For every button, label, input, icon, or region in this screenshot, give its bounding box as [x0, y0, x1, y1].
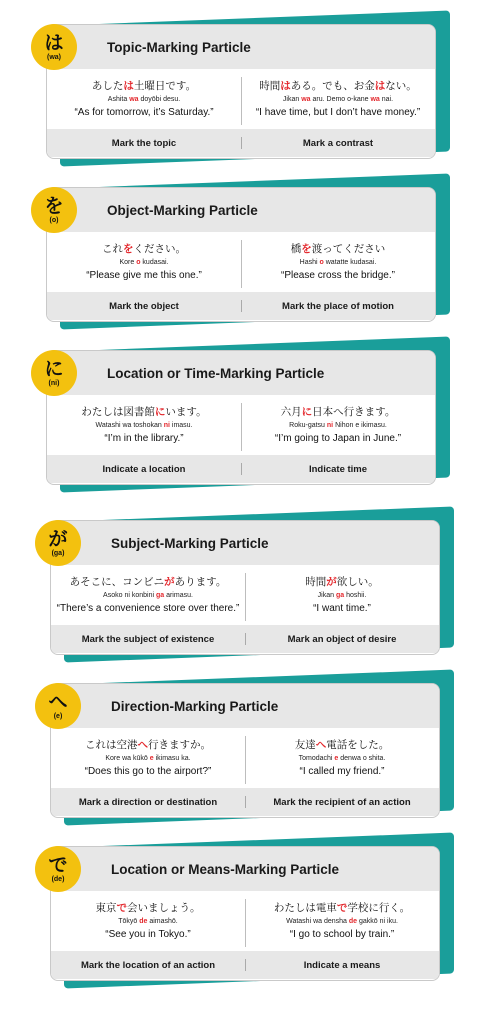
- particle-character: で: [48, 853, 68, 876]
- example-english: “I go to school by train.”: [289, 928, 395, 940]
- usage-right: Indicate a means: [303, 959, 381, 971]
- card-title: Subject-Marking Particle: [51, 521, 439, 565]
- card-examples: [47, 69, 435, 129]
- example-right: [241, 395, 435, 455]
- particle-character: は: [44, 31, 64, 54]
- card-title: Location or Time-Marking Particle: [47, 351, 435, 395]
- particle-badge: [35, 520, 81, 566]
- particle-romaji: (e): [53, 712, 63, 720]
- usage-right: Mark the recipient of an action: [273, 796, 411, 808]
- card-panel: [46, 350, 436, 485]
- example-left: [51, 891, 245, 951]
- example-romaji: Asoko ni konbini ga arimasu.: [103, 591, 193, 599]
- example-left: [51, 565, 245, 625]
- example-japanese: わたしは電車で学校に行く。: [273, 901, 411, 914]
- example-romaji: Roku-gatsu ni Nihon e ikimasu.: [289, 421, 387, 429]
- particle-badge: [31, 350, 77, 396]
- example-english: “See you in Tokyo.”: [105, 928, 191, 940]
- example-right: [241, 69, 435, 129]
- example-english: “I have time, but I don’t have money.”: [255, 106, 421, 118]
- card-panel: [50, 846, 440, 981]
- usage-divider: [245, 959, 246, 971]
- usage-left: Mark the location of an action: [80, 959, 216, 971]
- example-left: [47, 232, 241, 292]
- example-left: [47, 395, 241, 455]
- example-english: “I called my friend.”: [299, 765, 385, 777]
- card-title: Direction-Marking Particle: [51, 684, 439, 728]
- particle-card-1: [0, 24, 482, 173]
- usage-divider: [241, 137, 242, 149]
- particle-romaji: (ga): [51, 549, 65, 557]
- example-japanese: 東京で会いましょう。: [95, 901, 201, 914]
- card-panel: [50, 683, 440, 818]
- example-romaji: Kore o kudasai.: [119, 258, 169, 266]
- particle-card-2: [0, 187, 482, 336]
- particle-card-6: [0, 846, 482, 995]
- card-title: Object-Marking Particle: [47, 188, 435, 232]
- card-examples: [51, 728, 439, 788]
- particle-romaji: (o): [49, 216, 59, 224]
- particle-card-4: [0, 520, 482, 669]
- example-romaji: Tōkyō de aimashō.: [118, 917, 178, 925]
- particle-romaji: (ni): [48, 379, 60, 387]
- card-usage: [47, 129, 435, 157]
- usage-divider: [241, 463, 242, 475]
- particle-badge: [31, 24, 77, 70]
- example-japanese: あそこに、コンビニがあります。: [69, 575, 227, 588]
- example-japanese: これをください。: [102, 242, 186, 255]
- example-romaji: Jikan ga hoshii.: [317, 591, 367, 599]
- example-english: “Please give me this one.”: [86, 269, 202, 281]
- usage-right: Mark an object of desire: [287, 633, 397, 645]
- particle-character: に: [44, 357, 64, 380]
- card-title: Location or Means-Marking Particle: [51, 847, 439, 891]
- card-usage: [51, 951, 439, 979]
- card-panel: [50, 520, 440, 655]
- example-english: “I’m in the library.”: [104, 432, 184, 444]
- usage-right: Mark the place of motion: [282, 300, 394, 312]
- card-examples: [47, 395, 435, 455]
- example-english: “Does this go to the airport?”: [84, 765, 212, 777]
- example-romaji: Watashi wa densha de gakkō ni iku.: [286, 917, 398, 925]
- card-title: Topic-Marking Particle: [47, 25, 435, 69]
- example-japanese: 時間が欲しい。: [305, 575, 379, 588]
- usage-left: Mark a direction or destination: [78, 796, 218, 808]
- example-romaji: Kore wa kūkō e ikimasu ka.: [105, 754, 191, 762]
- example-divider: [241, 240, 242, 288]
- example-japanese: 時間はある。でも、お金はない。: [259, 79, 417, 92]
- example-japanese: わたしは図書館にいます。: [81, 405, 207, 418]
- example-divider: [245, 899, 246, 947]
- usage-divider: [241, 300, 242, 312]
- example-divider: [245, 573, 246, 621]
- particle-romaji: (wa): [47, 53, 61, 61]
- example-left: [47, 69, 241, 129]
- particle-badge: [31, 187, 77, 233]
- usage-left: Indicate a location: [102, 463, 186, 475]
- card-panel: [46, 187, 436, 322]
- usage-right: Mark a contrast: [302, 137, 374, 149]
- particle-romaji: (de): [51, 875, 65, 883]
- usage-divider: [245, 796, 246, 808]
- usage-left: Mark the topic: [111, 137, 177, 149]
- particle-character: が: [48, 527, 68, 550]
- example-japanese: これは空港へ行きますか。: [85, 738, 211, 751]
- card-usage: [47, 292, 435, 320]
- example-english: “There’s a convenience store over there.”: [56, 602, 240, 614]
- usage-right: Indicate time: [308, 463, 368, 475]
- card-usage: [47, 455, 435, 483]
- particle-badge: [35, 846, 81, 892]
- particle-character: を: [44, 194, 64, 217]
- particle-card-3: [0, 350, 482, 499]
- example-right: [245, 728, 439, 788]
- particle-badge: [35, 683, 81, 729]
- example-right: [245, 565, 439, 625]
- particle-card-5: [0, 683, 482, 832]
- example-japanese: あしたは土曜日です。: [91, 79, 197, 92]
- usage-left: Mark the object: [109, 300, 179, 312]
- example-divider: [241, 403, 242, 451]
- example-romaji: Jikan wa aru. Demo o-kane wa nai.: [282, 95, 394, 103]
- card-examples: [47, 232, 435, 292]
- usage-divider: [245, 633, 246, 645]
- example-romaji: Hashi o watatte kudasai.: [299, 258, 377, 266]
- example-right: [245, 891, 439, 951]
- example-romaji: Watashi wa toshokan ni imasu.: [95, 421, 193, 429]
- example-left: [51, 728, 245, 788]
- example-english: “As for tomorrow, it’s Saturday.”: [74, 106, 214, 118]
- card-examples: [51, 565, 439, 625]
- card-usage: [51, 788, 439, 816]
- example-japanese: 六月に日本へ行きます。: [280, 405, 396, 418]
- particle-character: へ: [48, 690, 68, 713]
- example-divider: [241, 77, 242, 125]
- example-english: “I want time.”: [313, 602, 371, 614]
- example-english: “Please cross the bridge.”: [281, 269, 395, 281]
- example-japanese: 橋を渡ってください: [290, 242, 386, 255]
- example-english: “I’m going to Japan in June.”: [274, 432, 402, 444]
- card-examples: [51, 891, 439, 951]
- usage-left: Mark the subject of existence: [81, 633, 215, 645]
- example-divider: [245, 736, 246, 784]
- card-usage: [51, 625, 439, 653]
- example-romaji: Tomodachi e denwa o shita.: [298, 754, 386, 762]
- card-panel: [46, 24, 436, 159]
- example-japanese: 友達へ電話をした。: [294, 738, 390, 751]
- example-right: [241, 232, 435, 292]
- example-romaji: Ashita wa doyōbi desu.: [107, 95, 181, 103]
